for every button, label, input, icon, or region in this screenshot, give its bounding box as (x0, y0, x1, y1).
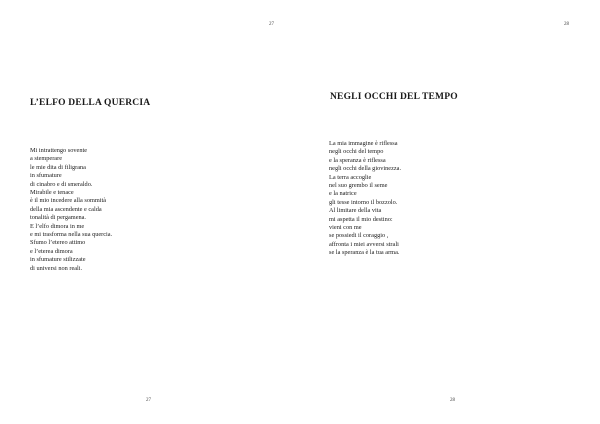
poem-line: è il mio incedere alla sommità (30, 197, 107, 205)
poem-line: le mie dita di filigrana (30, 163, 86, 171)
poem-line: La mia immagine è riflessa (329, 140, 398, 147)
poem-line: nel suo grembo il seme (329, 182, 388, 190)
poem-line: vieni con me (329, 224, 362, 232)
right-poem-body (329, 140, 401, 258)
poem-line: se possiedi il coraggio , (329, 232, 389, 240)
left-poem-title: L’ELFO DELLA QUERCIA (30, 98, 151, 108)
poem-line: La terra accoglie (329, 173, 372, 181)
poem-line: della mia ascendente e calda (30, 205, 102, 213)
left-footer-page-number: 27 (146, 398, 151, 403)
left-header-page-number: 27 (269, 22, 274, 27)
poem-line: negli occhi del tempo (329, 148, 384, 156)
poem-line: e l’eterea dimora (30, 247, 73, 255)
right-footer-page-number: 28 (450, 398, 455, 403)
poem-line: e la speranza è riflessa (329, 156, 386, 164)
poem-line: Sfumo l’etereo attimo (30, 239, 86, 247)
poem-line: in sfumature stilizzate (30, 256, 86, 264)
poem-line: a stemperare (30, 155, 62, 163)
poem-line: se la speranza è la tua arma. (329, 249, 400, 257)
poem-line: e mi trasforma nella sua quercia. (30, 231, 113, 239)
right-header-page-number: 28 (564, 22, 569, 27)
poem-line: Mirabile e tenace (30, 189, 74, 197)
poem-line: di universi non reali. (30, 264, 83, 272)
poem-line: gli tesse intorno il bozzolo. (329, 198, 398, 206)
left-poem-body (30, 147, 112, 273)
right-page (300, 0, 600, 424)
poem-line: e la natrice (329, 190, 357, 198)
right-poem-title: NEGLI OCCHI DEL TEMPO (330, 92, 458, 102)
poem-line: in sfumature (30, 172, 62, 180)
poem-line: E l’elfo dimora in me (30, 222, 85, 230)
poem-line: Al limitare della vita (329, 207, 382, 215)
poem-line: tonalità di pergamena. (30, 214, 87, 222)
poem-line: di cinabro e di smeraldo. (30, 180, 93, 188)
poem-line: mi aspetta il mio destino: (329, 215, 393, 223)
poem-line: affronta i miei avversi strali (329, 240, 399, 248)
poem-line: negli occhi della giovinezza. (329, 165, 402, 173)
poem-line: Mi intrattengo sovente (30, 147, 88, 154)
